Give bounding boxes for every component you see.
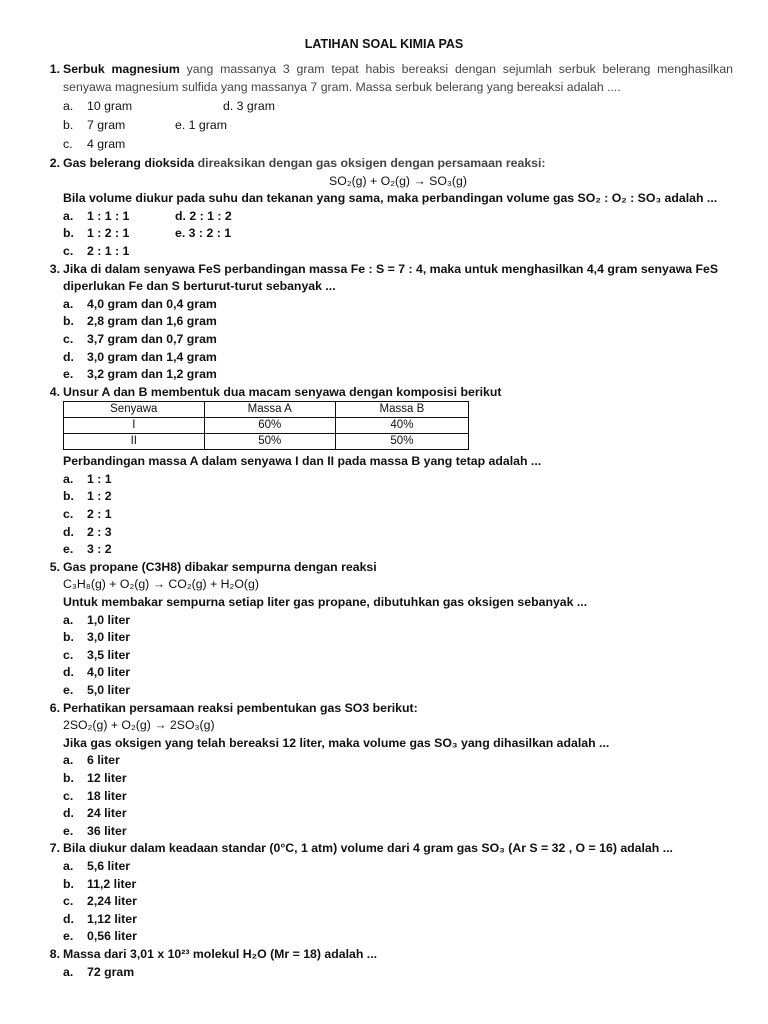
option-a[interactable]: a. 1,0 liter <box>63 612 131 627</box>
question-6 <box>36 700 733 841</box>
option-c[interactable]: c. 2,24 liter <box>63 894 137 909</box>
question-lead: Serbuk magnesium <box>63 62 180 76</box>
option-d[interactable]: d. 3 gram <box>223 98 275 113</box>
option-b[interactable]: b. 2,8 gram dan 1,6 gram <box>63 314 217 329</box>
reaction-equation: 2SO₂(g) + O₂(g) → 2SO₃(g) <box>63 718 215 733</box>
question-number: 8. <box>49 946 60 961</box>
question-8 <box>36 946 733 981</box>
option-c[interactable]: c. 18 liter <box>63 788 127 803</box>
question-text: Bila diukur dalam keadaan standar (0°C, 1 atm) volume dari 4 gram gas SO₃ (Ar S = 32 , O = 16) adalah ... <box>63 841 673 856</box>
question-3 <box>36 261 733 384</box>
reaction-equation: SO₂(g) + O₂(g) → SO₃(g) <box>329 173 467 188</box>
composition-table <box>63 401 469 450</box>
question-7 <box>36 840 733 946</box>
option-e[interactable]: e. 3 : 2 : 1 <box>175 226 232 241</box>
question-number: 2. <box>49 155 60 170</box>
question-text: Jika di dalam senyawa FeS perbandingan massa Fe : S = 7 : 4, maka untuk menghasilkan 4,4 gram senyawa FeS diperlukan Fe dan S berturut-turut sebanyak ... <box>63 261 719 294</box>
question-number: 3. <box>49 261 60 276</box>
question-number: 6. <box>49 700 60 715</box>
options <box>63 964 733 982</box>
option-a[interactable]: a. 1 : 1 <box>63 471 112 486</box>
table-row <box>64 418 469 434</box>
option-e[interactable]: e. 5,0 liter <box>63 683 131 697</box>
option-b[interactable]: 1 : 2 : 1 <box>87 226 130 241</box>
option-c[interactable]: c. 2 : 1 <box>63 507 112 522</box>
option-d[interactable]: d. 24 liter <box>63 806 127 821</box>
option-e[interactable]: e. 3,2 gram dan 1,2 gram <box>63 367 217 382</box>
option-letter: a. <box>63 98 74 113</box>
option-b[interactable]: b. 11,2 liter <box>63 876 137 891</box>
table-cell: 50% <box>335 434 468 450</box>
option-e[interactable]: e. 1 gram <box>175 117 227 132</box>
options <box>63 858 733 946</box>
question-2 <box>36 155 733 261</box>
question-text-2: Jika gas oksigen yang telah bereaksi 12 liter, maka volume gas SO₃ yang dihasilkan adalah ... <box>63 735 610 750</box>
question-text: Massa dari 3,01 x 10²³ molekul H₂O (Mr = 18) adalah ... <box>63 946 378 961</box>
options <box>63 208 733 261</box>
option-letter: b. <box>63 117 74 132</box>
option-e[interactable]: e. 36 liter <box>63 823 127 838</box>
option-d[interactable]: d. 1,12 liter <box>63 911 137 926</box>
table-row <box>64 434 469 450</box>
table-cell: 50% <box>204 434 335 450</box>
option-b[interactable]: b. 3,0 liter <box>63 630 131 645</box>
option-e[interactable]: e. 0,56 liter <box>63 929 137 944</box>
option-a[interactable]: a. 5,6 liter <box>63 858 131 873</box>
question-number: 1. <box>49 62 60 76</box>
question-text-2: Perbandingan massa A dalam senyawa I dan II pada massa B yang tetap adalah ... <box>63 454 542 469</box>
question-5 <box>36 559 733 700</box>
option-e[interactable]: e. 3 : 2 <box>63 542 112 557</box>
option-d[interactable]: d. 4,0 liter <box>63 665 131 680</box>
option-row <box>63 117 733 135</box>
question-lead: Gas belerang dioksida <box>63 155 195 170</box>
option-c[interactable]: c. 3,5 liter <box>63 647 131 662</box>
option-letter: a. <box>63 208 74 223</box>
question-stem <box>63 61 733 96</box>
option-b[interactable]: b. 1 : 2 <box>63 489 112 504</box>
question-text: Perhatikan persamaan reaksi pembentukan gas SO3 berikut: <box>63 700 418 715</box>
reaction-equation: C₃H₈(g) + O₂(g) → CO₂(g) + H₂O(g) <box>63 577 259 592</box>
question-text-2: Untuk membakar sempurna setiap liter gas propane, dibutuhkan gas oksigen sebanyak ... <box>63 595 588 610</box>
question-number: 4. <box>49 384 60 399</box>
table-header: Massa A <box>204 402 335 418</box>
question-text: Unsur A dan B membentuk dua macam senyawa dengan komposisi berikut <box>63 384 502 399</box>
option-row <box>63 136 733 154</box>
question-4 <box>36 384 733 559</box>
option-a[interactable]: a. 4,0 gram dan 0,4 gram <box>63 296 217 311</box>
table-header: Senyawa <box>64 402 205 418</box>
option-b[interactable]: 7 gram <box>87 117 126 132</box>
table-header: Massa B <box>335 402 468 418</box>
option-c[interactable]: 2 : 1 : 1 <box>87 243 130 258</box>
options <box>63 296 733 384</box>
option-row <box>63 208 733 226</box>
question-number: 5. <box>49 559 60 574</box>
option-a[interactable]: a. 72 gram <box>63 964 135 979</box>
question-stem <box>63 155 733 173</box>
option-row <box>63 98 733 116</box>
table-header-row <box>64 402 469 418</box>
option-a[interactable]: 10 gram <box>87 98 133 113</box>
option-letter: b. <box>63 226 74 241</box>
option-d[interactable]: d. 3,0 gram dan 1,4 gram <box>63 349 217 364</box>
options <box>63 612 733 700</box>
option-letter: c. <box>63 243 74 258</box>
question-list <box>36 61 733 981</box>
option-b[interactable]: b. 12 liter <box>63 770 127 785</box>
option-d[interactable]: d. 2 : 1 : 2 <box>175 208 232 223</box>
question-number: 7. <box>49 841 60 856</box>
options <box>63 471 733 559</box>
page-title: LATIHAN SOAL KIMIA PAS <box>304 37 464 51</box>
option-a[interactable]: a. 6 liter <box>63 753 120 768</box>
question-text: yang massanya 3 gram tepat habis bereaksi dengan sejumlah serbuk belerang menghasilkan senyawa magnesium sulfida yang massanya 7 gram. Massa serbuk belerang yang bereaksi adalah .... <box>63 62 733 94</box>
option-row <box>63 225 733 243</box>
question-text: Gas propane (C3H8) dibakar sempurna dengan reaksi <box>63 559 377 574</box>
option-c[interactable]: 4 gram <box>87 136 126 151</box>
table-cell: 40% <box>335 418 468 434</box>
question-text-2: Bila volume diukur pada suhu dan tekanan yang sama, maka perbandingan volume gas SO₂ : O₂ : SO₃ adalah ... <box>63 191 718 206</box>
table-cell: II <box>64 434 205 450</box>
question-1 <box>36 61 733 153</box>
option-row <box>63 243 733 261</box>
option-d[interactable]: d. 2 : 3 <box>63 524 112 539</box>
table-cell: I <box>64 418 205 434</box>
options <box>63 752 733 840</box>
option-c[interactable]: c. 3,7 gram dan 0,7 gram <box>63 331 217 346</box>
table-cell: 60% <box>204 418 335 434</box>
question-text: direaksikan dengan gas oksigen dengan persamaan reaksi: <box>194 155 546 170</box>
options <box>63 98 733 154</box>
option-letter: c. <box>63 136 73 151</box>
option-a[interactable]: 1 : 1 : 1 <box>87 208 130 223</box>
